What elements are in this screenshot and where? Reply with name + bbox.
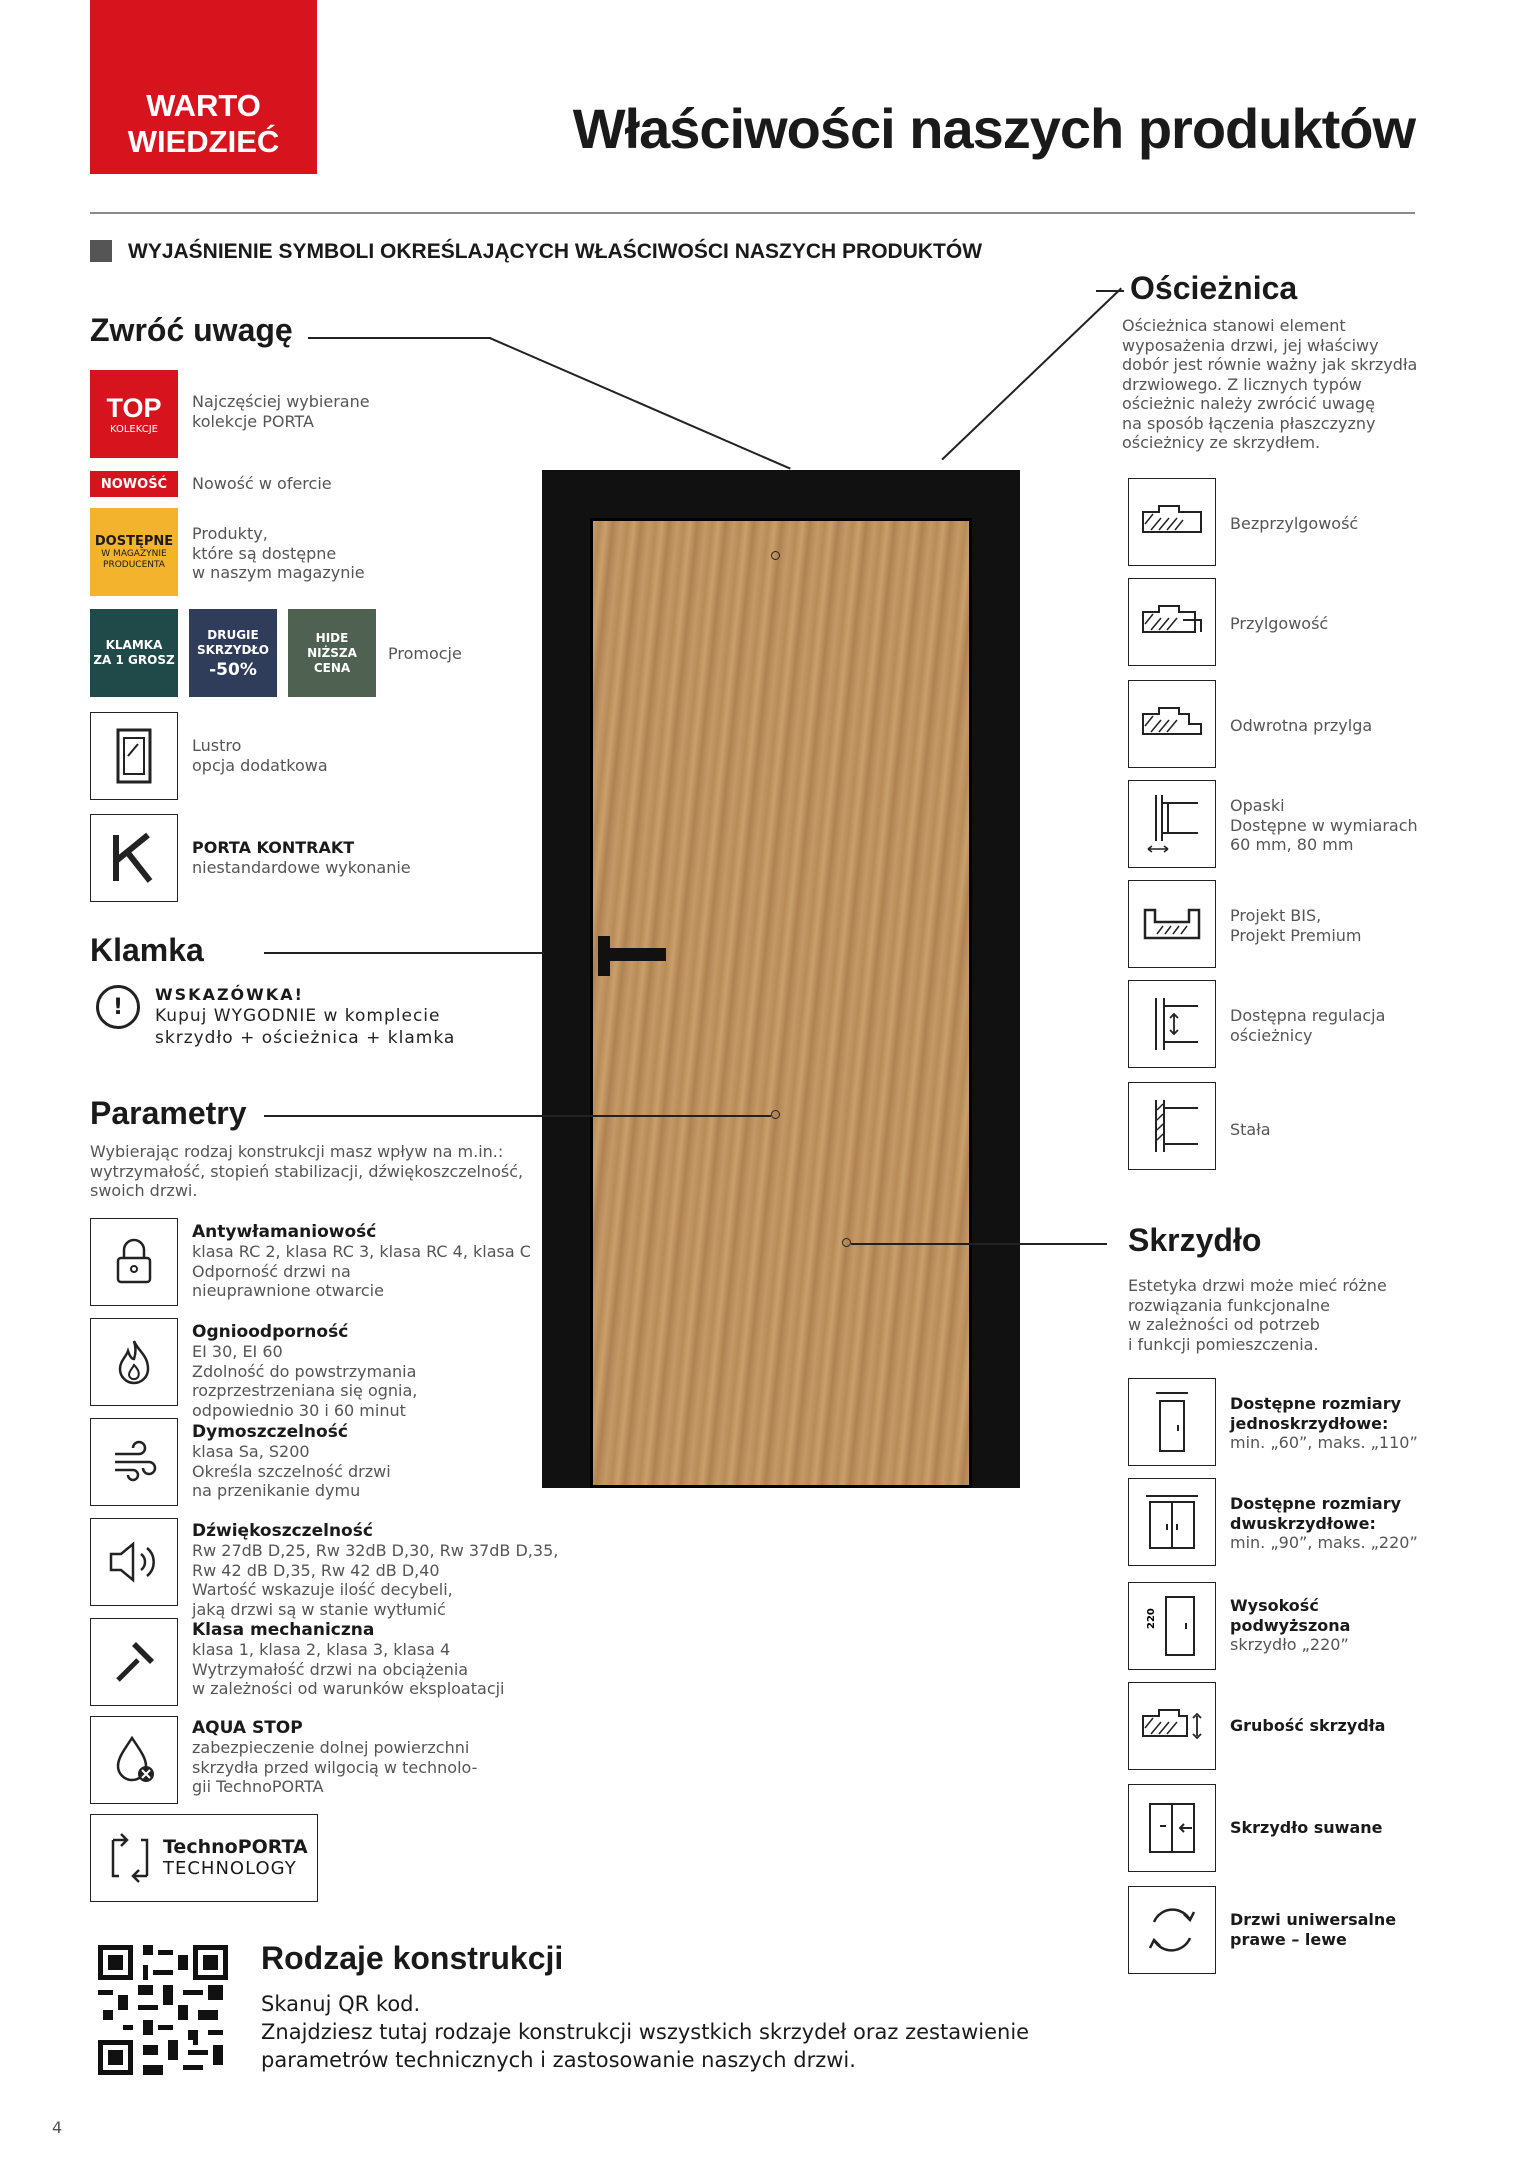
skrzydlo-item-2-text: min. „90”, maks. „220” — [1230, 1533, 1418, 1552]
oscieznica-heading: Ościeżnica — [1130, 270, 1298, 306]
water-drop-icon — [90, 1716, 178, 1804]
param-text-klasa-mechaniczna: klasa 1, klasa 2, klasa 3, klasa 4 Wytrzymałość drzwi na obciążenia w zależności od warunków eksploatacji — [192, 1640, 505, 1698]
skrzydlo-item-1-title: Dostępne rozmiary jednoskrzydłowe: — [1230, 1394, 1402, 1433]
przylgowosc-icon — [1128, 578, 1216, 666]
universal-door-icon — [1128, 1886, 1216, 1974]
skrzydlo-item-3-title: Wysokość podwyższona — [1230, 1596, 1351, 1635]
promo-3-line-2: NIŻSZA — [307, 645, 357, 660]
promo-hide-badge — [288, 609, 376, 697]
oscieznica-item-3: Odwrotna przylga — [1230, 716, 1373, 735]
promo-2-line-1: DRUGIE — [207, 628, 259, 642]
section-subtitle: WYJAŚNIENIE SYMBOLI OKREŚLAJĄCYCH WŁAŚCIWOŚCI NASZYCH PRODUKTÓW — [128, 240, 983, 263]
oscieznica-item-6: Dostępna regulacja ościeżnicy — [1230, 1006, 1386, 1045]
top-kolekcje-text: Najczęściej wybierane kolekcje PORTA — [192, 392, 370, 431]
dostepne-badge — [90, 508, 178, 596]
leader-dot-skrzydlo — [842, 1238, 851, 1247]
parametry-heading: Parametry — [90, 1095, 247, 1131]
regulacja-icon — [1128, 980, 1216, 1068]
top-kolekcje-badge — [90, 370, 178, 458]
top-badge-small: KOLEKCJE — [109, 424, 159, 435]
skrzydlo-item-2-title: Dostępne rozmiary dwuskrzydłowe: — [1230, 1494, 1402, 1533]
konstrukcje-line-2: Znajdziesz tutaj rodzaje konstrukcji wszystkich skrzydeł oraz zestawienie — [261, 2020, 1030, 2044]
oscieznica-item-5: Projekt BIS, Projekt Premium — [1230, 906, 1362, 945]
dostepne-badge-big: DOSTĘPNE — [94, 533, 174, 549]
param-text-antywlamaniowosc: klasa RC 2, klasa RC 3, klasa RC 4, klasa C Odporność drzwi na nieuprawnione otwarcie — [192, 1242, 531, 1300]
leader-klamka — [264, 952, 544, 954]
mirror-icon — [90, 712, 178, 800]
skrzydlo-item-6-title: Drzwi uniwersalne prawe – lewe — [1230, 1910, 1397, 1949]
tip-line-2: skrzydło + ościeżnica + klamka — [155, 1028, 456, 1048]
promo-2-line-3: -50% — [209, 660, 257, 680]
speaker-icon — [90, 1518, 178, 1606]
promo-2-line-2: SKRZYDŁO — [196, 643, 269, 657]
door-frame — [542, 470, 1020, 1488]
nowosc-tag: NOWOŚĆ — [90, 471, 178, 497]
param-text-aqua-stop: zabezpieczenie dolnej powierzchni skrzydła przed wilgocią w technolo- gii TechnoPORTA — [192, 1738, 478, 1796]
oscieznica-item-4: Opaski Dostępne w wymiarach 60 mm, 80 mm — [1230, 796, 1418, 854]
promo-1-line-1: KLAMKA — [105, 638, 163, 652]
page-number: 4 — [52, 2118, 63, 2137]
hammer-icon — [90, 1618, 178, 1706]
projekt-bis-icon — [1128, 880, 1216, 968]
kontrakt-k-icon — [90, 814, 178, 902]
lustro-text: Lustro opcja dodatkowa — [192, 736, 328, 775]
param-title-aqua-stop: AQUA STOP — [192, 1718, 303, 1738]
oscieznica-item-7: Stała — [1230, 1120, 1271, 1139]
warto-wiedziec-badge — [90, 0, 317, 174]
skrzydlo-item-4-title: Grubość skrzydła — [1230, 1716, 1386, 1735]
promo-3-line-3: CENA — [313, 660, 351, 675]
stala-icon — [1128, 1082, 1216, 1170]
leader-dot-zwroc — [771, 551, 780, 560]
kontrakt-text: niestandardowe wykonanie — [192, 858, 411, 877]
technoporta-line-1: TechnoPORTA — [163, 1836, 308, 1858]
leader-zwroc-diag — [489, 337, 790, 469]
oscieznica-intro: Ościeżnica stanowi element wyposażenia drzwi, jej właściwy dobór jest równie ważny jak skrzydła drzwiowego. Z licznych typów ościeżnic należy zwrócić uwagę na sposób łączenia płaszczyzny ościeżnicy ze skrzydłem. — [1122, 316, 1418, 452]
leader-skrzydlo — [851, 1243, 1107, 1245]
leader-zwroc-h — [308, 337, 491, 339]
skrzydlo-intro: Estetyka drzwi może mieć różne rozwiązania funkcjonalne w zależności od potrzeb i funkcji pomieszczenia. — [1128, 1276, 1387, 1354]
page-title: Właściwości naszych produktów — [572, 97, 1415, 160]
dostepne-badge-small: W MAGAZYNIE PRODUCENTA — [101, 548, 167, 570]
promocje-label: Promocje — [388, 644, 462, 663]
param-title-dzwiekoszczelnosc: Dźwiękoszczelność — [192, 1521, 373, 1541]
smoke-icon — [90, 1418, 178, 1506]
padlock-icon — [90, 1218, 178, 1306]
skrzydlo-item-5-title: Skrzydło suwane — [1230, 1818, 1383, 1837]
param-text-dzwiekoszczelnosc: Rw 27dB D,25, Rw 32dB D,30, Rw 37dB D,35, Rw 42 dB D,35, Rw 42 dB D,40 Wartość wskazuje ilość decybeli, jaką drzwi są w stanie wytłumić — [192, 1541, 559, 1619]
promo-3-line-1: HIDE — [315, 630, 349, 645]
leader-dot-parametry — [771, 1110, 780, 1119]
leader-parametry — [264, 1115, 771, 1117]
double-door-icon — [1128, 1478, 1216, 1566]
param-title-klasa-mechaniczna: Klasa mechaniczna — [192, 1620, 375, 1640]
konstrukcje-line-1: Skanuj QR kod. — [261, 1992, 421, 2016]
warning-icon: ! — [96, 985, 140, 1029]
badge-line-2: WIEDZIEĆ — [127, 124, 280, 159]
qr-code[interactable] — [98, 1945, 228, 2075]
odwrotna-przylga-icon — [1128, 680, 1216, 768]
fire-icon — [90, 1318, 178, 1406]
oscieznica-item-1: Bezprzylgowość — [1230, 514, 1359, 533]
door-handle-lever — [598, 948, 666, 961]
technoporta-line-2: TECHNOLOGY — [163, 1858, 297, 1879]
promo-drugie-badge — [189, 609, 277, 697]
tip-title: WSKAZÓWKA! — [155, 985, 304, 1004]
konstrukcje-heading: Rodzaje konstrukcji — [261, 1940, 564, 1976]
top-badge-big: TOP — [106, 393, 162, 423]
subtitle-square — [90, 240, 112, 262]
opaski-icon — [1128, 780, 1216, 868]
klamka-heading: Klamka — [90, 932, 204, 968]
promo-klamka-badge — [90, 609, 178, 697]
zwroc-uwage-heading: Zwróć uwagę — [90, 312, 293, 348]
promo-1-line-2: ZA 1 GROSZ — [93, 653, 175, 667]
param-title-antywlamaniowosc: Antywłamaniowość — [192, 1222, 377, 1242]
technoporta-logo — [90, 1814, 318, 1902]
nowosc-text: Nowość w ofercie — [192, 474, 332, 493]
oscieznica-item-2: Przylgowość — [1230, 614, 1329, 633]
bezprzylgowosc-icon — [1128, 478, 1216, 566]
param-text-ognioodpornosc: EI 30, EI 60 Zdolność do powstrzymania rozprzestrzeniana się ognia, odpowiednio 30 i 60 minut — [192, 1342, 418, 1420]
raised-height-icon — [1128, 1582, 1216, 1670]
leader-oscieznica-h — [1096, 290, 1124, 292]
param-title-ognioodpornosc: Ognioodporność — [192, 1322, 349, 1342]
skrzydlo-heading: Skrzydło — [1128, 1222, 1262, 1258]
dostepne-text: Produkty, które są dostępne w naszym magazynie — [192, 524, 365, 582]
param-title-dymoszczelnosc: Dymoszczelność — [192, 1422, 348, 1442]
thickness-icon — [1128, 1682, 1216, 1770]
kontrakt-title: PORTA KONTRAKT — [192, 838, 355, 857]
badge-line-1: WARTO — [146, 88, 261, 123]
height-label: 220 — [1146, 1608, 1157, 1629]
leader-oscieznica-diag — [942, 288, 1122, 460]
skrzydlo-item-3-text: skrzydło „220” — [1230, 1635, 1349, 1654]
technoporta-arrows-icon — [105, 1830, 155, 1886]
door-leaf — [590, 518, 972, 1488]
sliding-door-icon — [1128, 1784, 1216, 1872]
skrzydlo-item-1-text: min. „60”, maks. „110” — [1230, 1433, 1418, 1452]
konstrukcje-line-3: parametrów technicznych i zastosowanie naszych drzwi. — [261, 2048, 856, 2072]
single-door-icon — [1128, 1378, 1216, 1466]
param-text-dymoszczelnosc: klasa Sa, S200 Określa szczelność drzwi na przenikanie dymu — [192, 1442, 391, 1500]
tip-line-1: Kupuj WYGODNIE w komplecie — [155, 1006, 441, 1026]
parametry-intro: Wybierając rodzaj konstrukcji masz wpływ na m.in.: wytrzymałość, stopień stabilizacji, dźwiękoszczelność, swoich drzwi. — [90, 1142, 524, 1200]
header-divider — [90, 212, 1415, 214]
